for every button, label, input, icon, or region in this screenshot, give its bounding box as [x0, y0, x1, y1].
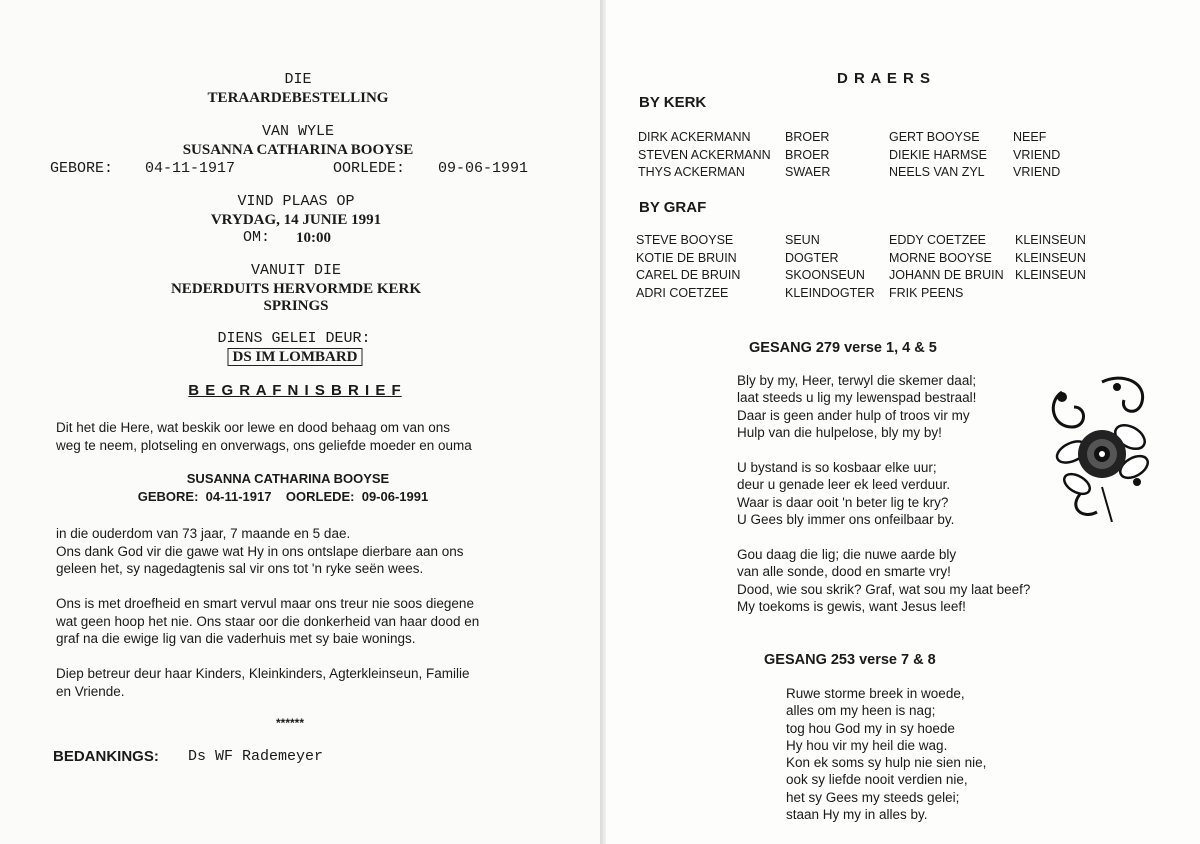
table-row [636, 233, 1086, 251]
bearer-relation: SWAER [785, 165, 831, 179]
bearer-name: KOTIE DE BRUIN [636, 250, 737, 265]
bearer-relation: BROER [785, 130, 830, 144]
die-label: DIE [284, 71, 312, 88]
by-graf-heading: BY GRAF [639, 199, 707, 216]
vind-plaas-label: VIND PLAAS OP [237, 193, 355, 210]
verse-line: Hy hou vir my heil die wag. [786, 737, 948, 753]
bedankings-label: BEDANKINGS: [53, 748, 159, 765]
dates-line: GEBORE: 04-11-1917 OORLEDE: 09-06-1991 [137, 489, 429, 504]
gebore-label: GEBORE: [50, 160, 114, 177]
para-line: in die ouderdom van 73 jaar, 7 maande en 5 dae. [56, 526, 351, 541]
gebore-date: 04-11-1917 [145, 160, 236, 177]
table-row [636, 251, 1086, 269]
gesang-279-title-text: GESANG 279 verse 1, 4 & 5 [749, 340, 937, 356]
verse-line: U Gees bly immer ons onfeilbaar by. [737, 511, 955, 527]
gesang-253-title: GESANG 253 verse 7 & 8 [764, 652, 936, 668]
verse-line: ook sy liefde nooit verdien nie, [786, 772, 968, 788]
flower-ornament-icon [1042, 372, 1162, 522]
bearer-relation: BROER [785, 147, 830, 162]
bearer-name: DIRK ACKERMANN [638, 130, 751, 144]
para-line: wat geen hoop het nie. Ons staar oor die donkerheid van haar dood en [56, 613, 480, 629]
table-row [638, 148, 1060, 166]
verse-line: Bly by my, Heer, terwyl die skemer daal; [737, 373, 977, 388]
minister-name [227, 348, 362, 366]
para-line: Ons is met droefheid en smart vervul maar ons treur nie soos diegene [56, 596, 474, 611]
verse-line: Waar is daar ooit 'n beter lig te kry? [737, 494, 949, 510]
para-line: Diep betreur deur haar Kinders, Kleinkinders, Agterkleinseun, Familie [56, 666, 470, 681]
verse-line: het sy Gees my steeds gelei; [786, 789, 960, 805]
verse-line: Dood, wie sou skrik? Graf, wat sou my laat beef? [737, 581, 1031, 597]
graf-bearers-table [636, 233, 1086, 303]
para-line: geleen het, sy nagedagtenis sal vir ons tot 'n ryke seën wees. [56, 561, 424, 576]
oorlede-date: 09-06-1991 [438, 160, 529, 177]
gesang-279-stanza-3 [737, 546, 1030, 615]
bearer-name: NEELS VAN ZYL [889, 165, 985, 179]
church-name: NEDERDUITS HERVORMDE KERK [170, 281, 422, 297]
bearer-relation: SEUN [785, 233, 820, 247]
diens-label: DIENS GELEI DEUR: [217, 330, 371, 347]
table-row [636, 268, 1086, 286]
bedankings-name: Ds WF Rademeyer [188, 748, 324, 765]
table-row [638, 165, 1060, 183]
vanuit-label: VANUIT DIE [250, 262, 342, 279]
bearer-relation: NEEF [1013, 130, 1047, 144]
gesang-279-stanza-2 [737, 459, 954, 528]
verse-line: Ruwe storme breek in woede, [786, 686, 965, 701]
verse-line: U bystand is so kosbaar elke uur; [737, 460, 937, 475]
bearer-name: CAREL DE BRUIN [636, 268, 741, 282]
gesang-253-stanza [786, 685, 986, 823]
bearer-relation: KLEINDOGTER [785, 285, 875, 300]
verse-line: alles om my heen is nag; [786, 703, 936, 719]
bearer-relation: DOGTER [785, 250, 839, 265]
verse-line: tog hou God my in sy hoede [786, 720, 955, 736]
paragraph-2 [56, 525, 464, 578]
para-line: graf na die ewige lig van die vaderhuis met sy baie wonings. [56, 631, 416, 646]
intro-line: weg te neem, plotseling en onverwags, ons geliefde moeder en ouma [56, 437, 472, 453]
para-line: en Vriende. [56, 683, 125, 699]
service-time: 10:00 [296, 230, 331, 246]
om-label: OM: [243, 229, 271, 246]
bearer-name: EDDY COETZEE [889, 233, 987, 247]
bearer-name: MORNE BOOYSE [889, 250, 992, 265]
verse-line: Kon ek soms sy hulp nie sien nie, [786, 755, 987, 771]
title-teraardebestelling: TERAARDEBESTELLING [207, 90, 389, 106]
right-page [606, 0, 1200, 844]
bearer-relation: SKOONSEUN [785, 268, 865, 282]
intro-line: Dit het die Here, wat beskik oor lewe en dood behaag om van ons [56, 420, 450, 435]
bearer-name: JOHANN DE BRUIN [889, 268, 1004, 282]
verse-line: van alle sonde, dood en smarte vry! [737, 564, 951, 580]
verse-line: staan Hy my in alles by. [786, 807, 928, 823]
table-row [636, 286, 1086, 304]
minister-name-boxed: DS IM LOMBARD [227, 348, 362, 366]
paragraph-3 [56, 595, 479, 648]
bearer-name: ADRI COETZEE [636, 285, 729, 300]
oorlede-label: OORLEDE: [333, 160, 406, 177]
bearer-relation: KLEINSEUN [1015, 268, 1086, 282]
stars-separator: ****** [275, 716, 305, 730]
gesang-279-stanza-1 [737, 372, 976, 441]
deceased-name-2: SUSANNA CATHARINA BOOYSE [186, 471, 390, 486]
verse-line: laat steeds u lig my lewenspad bestraal! [737, 390, 977, 406]
bearer-relation: KLEINSEUN [1015, 233, 1086, 247]
bearer-relation: KLEINSEUN [1015, 250, 1086, 265]
paragraph-4 [56, 665, 469, 700]
deceased-name: SUSANNA CATHARINA BOOYSE [182, 142, 414, 158]
by-kerk-heading: BY KERK [639, 94, 707, 111]
bearer-name: THYS ACKERMAN [638, 165, 745, 179]
bearer-relation: VRIEND [1013, 147, 1061, 162]
table-row [638, 130, 1060, 148]
verse-line: Gou daag die lig; die nuwe aarde bly [737, 547, 957, 562]
verse-line: deur u genade leer ek leed verduur. [737, 477, 951, 493]
bearer-name: STEVE BOOYSE [636, 233, 734, 247]
draers-heading: D R A E R S [836, 70, 932, 87]
para-line: Ons dank God vir die gawe wat Hy in ons ontslape dierbare aan ons [56, 543, 464, 559]
bearer-name: FRIK PEENS [889, 285, 964, 300]
bearer-relation [1015, 286, 1086, 304]
verse-line: Daar is geen ander hulp of troos vir my [737, 407, 970, 423]
bearer-name: STEVEN ACKERMANN [638, 147, 771, 162]
verse-line: Hulp van die hulpelose, bly my by! [737, 424, 942, 440]
gesang-279-title [749, 339, 937, 357]
bearer-name: GERT BOOYSE [889, 130, 980, 144]
town-name: SPRINGS [263, 298, 329, 314]
van-wyle-label: VAN WYLE [261, 123, 335, 140]
verse-line: My toekoms is gewis, want Jesus leef! [737, 598, 966, 614]
kerk-bearers-table [638, 130, 1060, 183]
service-date: VRYDAG, 14 JUNIE 1991 [210, 212, 382, 228]
bearer-relation: VRIEND [1013, 165, 1061, 179]
intro-paragraph [56, 419, 472, 454]
bearer-name: DIEKIE HARMSE [889, 147, 987, 162]
begrafnisbrief-heading: B E G R A F N I S B R I E F [188, 382, 402, 399]
